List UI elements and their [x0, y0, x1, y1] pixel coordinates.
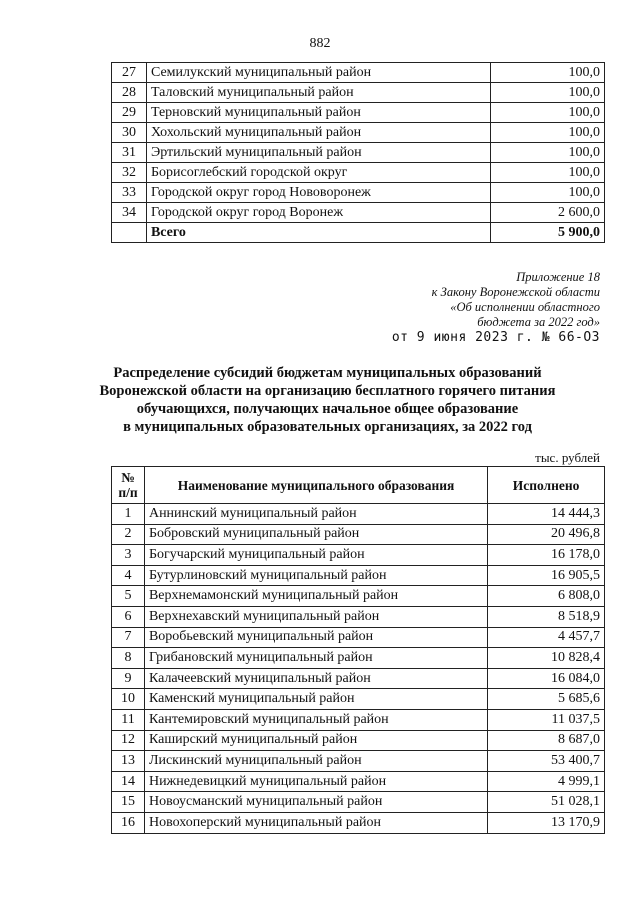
- header-number: [112, 467, 145, 504]
- table-row: [112, 183, 605, 203]
- amount: 4 999,1: [488, 771, 605, 792]
- amount: 100,0: [491, 123, 605, 143]
- table-row: [112, 524, 605, 545]
- row-number: 11: [112, 709, 145, 730]
- table1-body: [112, 63, 605, 243]
- table-row: [112, 83, 605, 103]
- table-row: [112, 751, 605, 772]
- row-number: 6: [112, 606, 145, 627]
- row-number: 28: [112, 83, 147, 103]
- table2-header: [112, 467, 605, 504]
- municipality-name: Городской округ город Нововоронеж: [146, 183, 490, 203]
- table-row: [112, 792, 605, 813]
- row-number: 29: [112, 103, 147, 123]
- appendix-note: [432, 270, 600, 330]
- municipality-name: Калачеевский муниципальный район: [144, 668, 487, 689]
- amount: 8 518,9: [488, 606, 605, 627]
- municipality-name: Лискинский муниципальный район: [144, 751, 487, 772]
- amount: 100,0: [491, 143, 605, 163]
- law-date-stamp: от 9 июня 2023 г. № 66-ОЗ: [391, 330, 600, 345]
- total-label: Всего: [146, 223, 490, 243]
- table-row: [112, 103, 605, 123]
- table-row: [112, 143, 605, 163]
- total-amount: 5 900,0: [491, 223, 605, 243]
- municipality-name: Кантемировский муниципальный район: [144, 709, 487, 730]
- row-number: 13: [112, 751, 145, 772]
- municipality-name: Воробьевский муниципальный район: [144, 627, 487, 648]
- table-row: [112, 545, 605, 566]
- document-title: [60, 364, 595, 436]
- amount: 4 457,7: [488, 627, 605, 648]
- municipality-name: Городской округ город Воронеж: [146, 203, 490, 223]
- table2-body: [112, 504, 605, 834]
- title-line: Воронежской области на организацию бесплатного горячего питания: [99, 383, 556, 399]
- row-number: 34: [112, 203, 147, 223]
- header-number-line1: №: [121, 470, 135, 485]
- row-number: 10: [112, 689, 145, 710]
- row-number: 1: [112, 504, 145, 525]
- header-value: Исполнено: [488, 467, 605, 504]
- row-number: 3: [112, 545, 145, 566]
- municipality-name: Нижнедевицкий муниципальный район: [144, 771, 487, 792]
- row-number: 30: [112, 123, 147, 143]
- header-name: Наименование муниципального образования: [144, 467, 487, 504]
- municipality-name: Семилукский муниципальный район: [146, 63, 490, 83]
- total-row-number: [112, 223, 147, 243]
- row-number: 33: [112, 183, 147, 203]
- municipality-name: Каменский муниципальный район: [144, 689, 487, 710]
- row-number: 14: [112, 771, 145, 792]
- municipality-name: Таловский муниципальный район: [146, 83, 490, 103]
- amount: 14 444,3: [488, 504, 605, 525]
- amount: 100,0: [491, 183, 605, 203]
- row-number: 12: [112, 730, 145, 751]
- amount: 100,0: [491, 103, 605, 123]
- table-row: [112, 606, 605, 627]
- amount: 20 496,8: [488, 524, 605, 545]
- row-number: 5: [112, 586, 145, 607]
- municipality-name: Богучарский муниципальный район: [144, 545, 487, 566]
- municipality-name: Бутурлиновский муниципальный район: [144, 565, 487, 586]
- amount: 13 170,9: [488, 812, 605, 833]
- row-number: 32: [112, 163, 147, 183]
- municipality-name: Бобровский муниципальный район: [144, 524, 487, 545]
- row-number: 2: [112, 524, 145, 545]
- row-number: 4: [112, 565, 145, 586]
- units-label: тыс. рублей: [535, 450, 600, 465]
- table-row: [112, 648, 605, 669]
- table-row: [112, 163, 605, 183]
- amount: 53 400,7: [488, 751, 605, 772]
- title-line: Распределение субсидий бюджетам муниципальных образований: [113, 365, 542, 381]
- table-row: [112, 123, 605, 143]
- table-row: [112, 203, 605, 223]
- amount: 16 178,0: [488, 545, 605, 566]
- municipality-name: Верхнемамонский муниципальный район: [144, 586, 487, 607]
- table-row: [112, 730, 605, 751]
- table-row: [112, 586, 605, 607]
- municipality-name: Аннинский муниципальный район: [144, 504, 487, 525]
- header-row: [112, 467, 605, 504]
- municipality-name: Эртильский муниципальный район: [146, 143, 490, 163]
- amount: 8 687,0: [488, 730, 605, 751]
- amount: 100,0: [491, 83, 605, 103]
- row-number: 9: [112, 668, 145, 689]
- subsidy-table-continued: [111, 62, 605, 243]
- amount: 10 828,4: [488, 648, 605, 669]
- table-row: [112, 565, 605, 586]
- municipality-name: Верхнехавский муниципальный район: [144, 606, 487, 627]
- amount: 16 905,5: [488, 565, 605, 586]
- appendix-line: Приложение 18: [516, 270, 600, 284]
- row-number: 8: [112, 648, 145, 669]
- row-number: 16: [112, 812, 145, 833]
- appendix-line: «Об исполнении областного: [450, 300, 600, 314]
- row-number: 7: [112, 627, 145, 648]
- amount: 5 685,6: [488, 689, 605, 710]
- table-row: [112, 63, 605, 83]
- municipality-name: Новоусманский муниципальный район: [144, 792, 487, 813]
- municipality-name: Грибановский муниципальный район: [144, 648, 487, 669]
- appendix-line: к Закону Воронежской области: [431, 285, 600, 299]
- municipality-name: Терновский муниципальный район: [146, 103, 490, 123]
- amount: 11 037,5: [488, 709, 605, 730]
- amount: 100,0: [491, 63, 605, 83]
- page-number: 882: [309, 36, 331, 51]
- municipality-name: Хохольский муниципальный район: [146, 123, 490, 143]
- table-row: [112, 668, 605, 689]
- municipality-name: Борисоглебский городской округ: [146, 163, 490, 183]
- amount: 6 808,0: [488, 586, 605, 607]
- municipality-name: Каширский муниципальный район: [144, 730, 487, 751]
- amount: 16 084,0: [488, 668, 605, 689]
- row-number: 27: [112, 63, 147, 83]
- table-row: [112, 627, 605, 648]
- table-row: [112, 689, 605, 710]
- amount: 51 028,1: [488, 792, 605, 813]
- municipality-name: Новохоперский муниципальный район: [144, 812, 487, 833]
- title-line: обучающихся, получающих начальное общее образование: [136, 401, 519, 417]
- header-number-line2: п/п: [118, 485, 138, 500]
- amount: 2 600,0: [491, 203, 605, 223]
- table-row: [112, 709, 605, 730]
- row-number: 15: [112, 792, 145, 813]
- table-row: [112, 504, 605, 525]
- row-number: 31: [112, 143, 147, 163]
- subsidy-table: [111, 466, 605, 834]
- title-line: в муниципальных образовательных организациях, за 2022 год: [123, 419, 532, 435]
- table-row: [112, 771, 605, 792]
- appendix-line: бюджета за 2022 год»: [477, 315, 600, 329]
- total-row: [112, 223, 605, 243]
- amount: 100,0: [491, 163, 605, 183]
- table-row: [112, 812, 605, 833]
